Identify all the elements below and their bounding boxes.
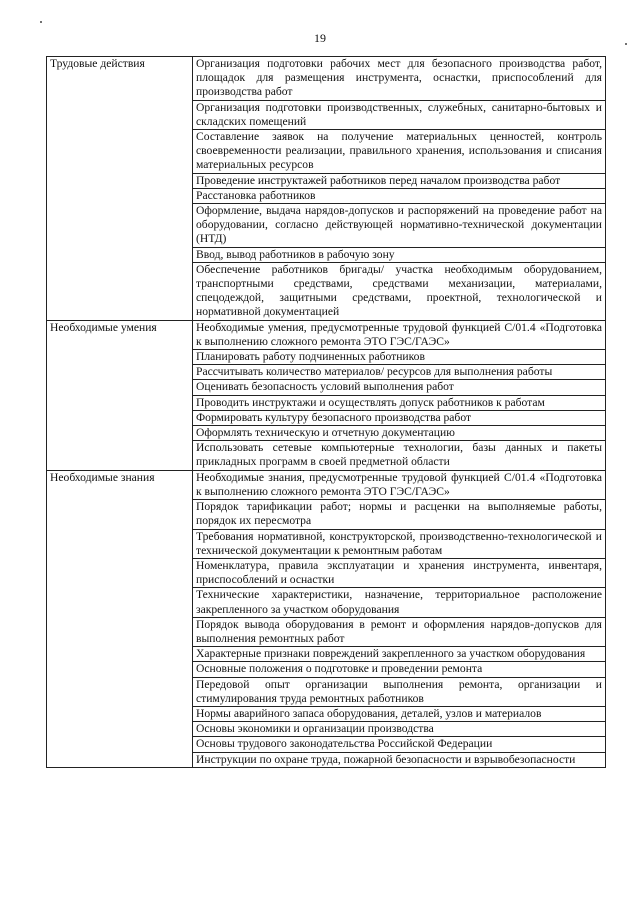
section-label: Необходимые умения — [47, 320, 193, 470]
section-item: Оформление, выдача нарядов-допусков и распоряжений на проведение работ на оборудовании, согласно действующей нормативно-технической документации (НТД) — [193, 204, 606, 248]
section-item: Необходимые знания, предусмотренные трудовой функцией С/01.4 «Подготовка к выполнению сложного ремонта ЭТО ГЭС/ГАЭС» — [193, 470, 606, 499]
section-item: Передовой опыт организации выполнения ремонта, организации и стимулирования труда ремонтных работников — [193, 677, 606, 706]
table-body — [47, 57, 606, 768]
section-item: Нормы аварийного запаса оборудования, деталей, узлов и материалов — [193, 706, 606, 721]
section-item: Необходимые умения, предусмотренные трудовой функцией С/01.4 «Подготовка к выполнению сложного ремонта ЭТО ГЭС/ГАЭС» — [193, 320, 606, 349]
table-row — [47, 57, 606, 101]
section-item: Основные положения о подготовке и проведении ремонта — [193, 662, 606, 677]
section-item: Проведение инструктажей работников перед началом производства работ — [193, 173, 606, 188]
section-item: Составление заявок на получение материальных ценностей, контроль своевременности реализации, правильного хранения, использования и списания материальных ресурсов — [193, 130, 606, 174]
section-item: Технические характеристики, назначение, территориальное расположение закрепленного за участком оборудования — [193, 588, 606, 617]
section-item: Оценивать безопасность условий выполнения работ — [193, 380, 606, 395]
competency-table — [46, 56, 606, 768]
section-item: Ввод, вывод работников в рабочую зону — [193, 247, 606, 262]
section-item: Порядок вывода оборудования в ремонт и оформления нарядов-допусков для выполнения ремонтных работ — [193, 617, 606, 646]
section-item: Оформлять техническую и отчетную документацию — [193, 426, 606, 441]
section-item: Инструкции по охране труда, пожарной безопасности и взрывобезопасности — [193, 752, 606, 767]
section-item: Организация подготовки рабочих мест для безопасного производства работ, площадок для размещения инструмента, оснастки, приспособлений для производства работ — [193, 57, 606, 101]
scan-speck — [625, 43, 627, 45]
section-item: Номенклатура, правила эксплуатации и хранения инструмента, инвентаря, приспособлений и оснастки — [193, 558, 606, 587]
page-number: 19 — [314, 31, 326, 45]
scan-speck — [40, 21, 42, 23]
section-item: Формировать культуру безопасного производства работ — [193, 410, 606, 425]
section-item: Основы экономики и организации производства — [193, 722, 606, 737]
section-item: Основы трудового законодательства Российской Федерации — [193, 737, 606, 752]
section-label: Трудовые действия — [47, 57, 193, 321]
section-item: Использовать сетевые компьютерные технологии, базы данных и пакеты прикладных программ в своей предметной области — [193, 441, 606, 470]
section-item: Расстановка работников — [193, 188, 606, 203]
section-item: Характерные признаки повреждений закрепленного за участком оборудования — [193, 647, 606, 662]
section-item: Порядок тарификации работ; нормы и расценки на выполняемые работы, порядок их пересмотра — [193, 500, 606, 529]
section-label: Необходимые знания — [47, 470, 193, 767]
table-row — [47, 470, 606, 499]
section-item: Требования нормативной, конструкторской, производственно-технологической и технической документации к ремонтным работам — [193, 529, 606, 558]
section-item: Рассчитывать количество материалов/ ресурсов для выполнения работы — [193, 365, 606, 380]
section-item: Планировать работу подчиненных работников — [193, 350, 606, 365]
section-item: Проводить инструктажи и осуществлять допуск работников к работам — [193, 395, 606, 410]
table-row — [47, 320, 606, 349]
section-item: Обеспечение работников бригады/ участка необходимым оборудованием, транспортными средствами, средствами механизации, материалами, спецодеждой, защитными средствами, проектной, технологической и нормативной документацией — [193, 262, 606, 320]
section-item: Организация подготовки производственных, служебных, санитарно-бытовых и складских помещений — [193, 100, 606, 129]
